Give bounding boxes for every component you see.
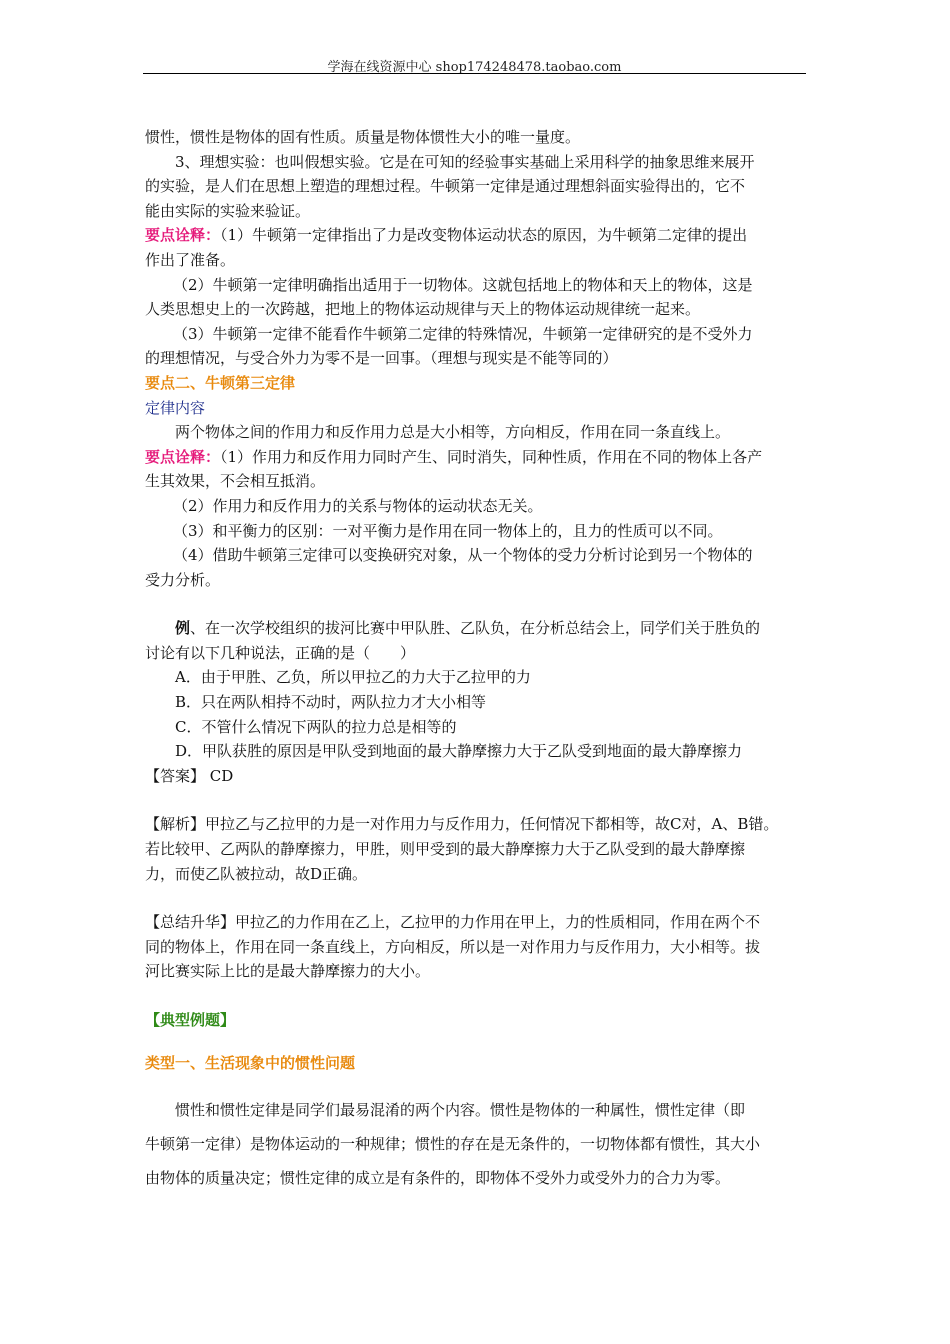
text-line: 两个物体之间的作用力和反作用力总是大小相等，方向相反，作用在同一条直线上。 xyxy=(175,423,731,442)
analysis-line: 【解析】甲拉乙与乙拉甲的力是一对作用力与反作用力，任何情况下都相等，故C对，A、B错。 xyxy=(145,815,779,834)
paragraph-line: 惯性和惯性定律是同学们最易混淆的两个内容。惯性是物体的一种属性，惯性定律（即 xyxy=(175,1101,746,1120)
answer: 【答案】 CD xyxy=(145,766,234,785)
typical-examples-heading: 【典型例题】 xyxy=(145,1011,236,1029)
page-header: 学海在线资源中心 shop174248478.taobao.com xyxy=(327,60,622,75)
analysis-line: 若比较甲、乙两队的静摩擦力，甲胜，则甲受到的最大静摩擦力大于乙队受到的最大静摩擦 xyxy=(145,840,746,859)
text-line: （4）借助牛顿第三定律可以变换研究对象，从一个物体的受力分析讨论到另一个物体的 xyxy=(173,546,753,565)
text-line: （3）和平衡力的区别：一对平衡力是作用在同一物体上的，且力的性质可以不同。 xyxy=(173,521,723,540)
text-line: （2）牛顿第一定律明确指出适用于一切物体。这就包括地上的物体和天上的物体，这是 xyxy=(173,275,753,294)
type1-heading: 类型一、生活现象中的惯性问题 xyxy=(145,1053,356,1072)
text-line: 3、理想实验：也叫假想实验。它是在可知的经验事实基础上采用科学的抽象思维来展开 xyxy=(175,152,755,171)
summary-line: 河比赛实际上比的是最大静摩擦力的大小。 xyxy=(145,962,431,981)
text-line: 的理想情况，与受合外力为零不是一回事。（理想与现实是不能等同的） xyxy=(145,349,618,368)
text-line: 作出了准备。 xyxy=(145,250,236,269)
example-label: 例 xyxy=(175,619,191,638)
text-line: 人类思想史上的一次跨越，把地上的物体运动规律与天上的物体运动规律统一起来。 xyxy=(145,300,701,319)
text-line: （3）牛顿第一定律不能看作牛顿第二定律的特殊情况，牛顿第一定律研究的是不受外力 xyxy=(173,324,753,343)
spacer xyxy=(145,1075,809,1093)
text-line xyxy=(145,445,809,470)
spacer xyxy=(145,984,809,1008)
key-point-label: 要点诠释： xyxy=(145,226,221,245)
spacer xyxy=(145,1033,809,1051)
document-body xyxy=(145,125,809,1195)
subheading: 定律内容 xyxy=(145,398,206,417)
text-line: 讨论有以下几种说法，正确的是（ ） xyxy=(145,643,416,662)
option-d: D．甲队获胜的原因是甲队受到地面的最大静摩擦力大于乙队受到地面的最大静摩擦力 xyxy=(175,742,743,761)
text-span: （1）作用力和反作用力同时产生、同时消失，同种性质，作用在不同的物体上各产 xyxy=(220,447,763,466)
spacer xyxy=(145,788,809,812)
text-line: 的实验，是人们在思想上塑造的理想过程。牛顿第一定律是通过理想斜面实验得出的，它不 xyxy=(145,177,746,196)
paragraph-line: 牛顿第一定律）是物体运动的一种规律；惯性的存在是无条件的，一切物体都有惯性，其大小 xyxy=(145,1135,761,1154)
section-heading: 要点二、牛顿第三定律 xyxy=(145,373,296,392)
summary-line: 【总结升华】甲拉乙的力作用在乙上，乙拉甲的力作用在甲上，力的性质相同，作用在两个不 xyxy=(145,913,761,932)
text-span: 、在一次学校组织的拔河比赛中甲队胜、乙队负，在分析总结会上，同学们关于胜负的 xyxy=(190,619,761,638)
option-c: C．不管什么情况下两队的拉力总是相等的 xyxy=(175,717,457,736)
text-line xyxy=(145,223,809,248)
option-b: B．只在两队相持不动时，两队拉力才大小相等 xyxy=(175,693,487,712)
summary-line: 同的物体上，作用在同一条直线上，方向相反，所以是一对作用力与反作用力，大小相等。拔 xyxy=(145,937,761,956)
spacer xyxy=(145,886,809,910)
analysis-line: 力，而使乙队被拉动，故D正确。 xyxy=(145,864,368,883)
example-question xyxy=(145,616,809,641)
header-rule xyxy=(143,73,806,74)
text-span: （1）牛顿第一定律指出了力是改变物体运动状态的原因，为牛顿第二定律的提出 xyxy=(220,226,748,245)
option-a: A．由于甲胜、乙负，所以甲拉乙的力大于乙拉甲的力 xyxy=(175,668,531,687)
paragraph-line: 由物体的质量决定；惯性定律的成立是有条件的，即物体不受外力或受外力的合力为零。 xyxy=(145,1169,731,1188)
text-line: （2）作用力和反作用力的关系与物体的运动状态无关。 xyxy=(173,496,543,515)
text-line: 惯性，惯性是物体的固有性质。质量是物体惯性大小的唯一量度。 xyxy=(145,128,581,146)
spacer xyxy=(145,592,809,616)
text-line: 能由实际的实验来验证。 xyxy=(145,201,311,220)
text-line: 受力分析。 xyxy=(145,570,221,589)
text-line: 生其效果，不会相互抵消。 xyxy=(145,472,326,491)
key-point-label: 要点诠释： xyxy=(145,447,221,466)
